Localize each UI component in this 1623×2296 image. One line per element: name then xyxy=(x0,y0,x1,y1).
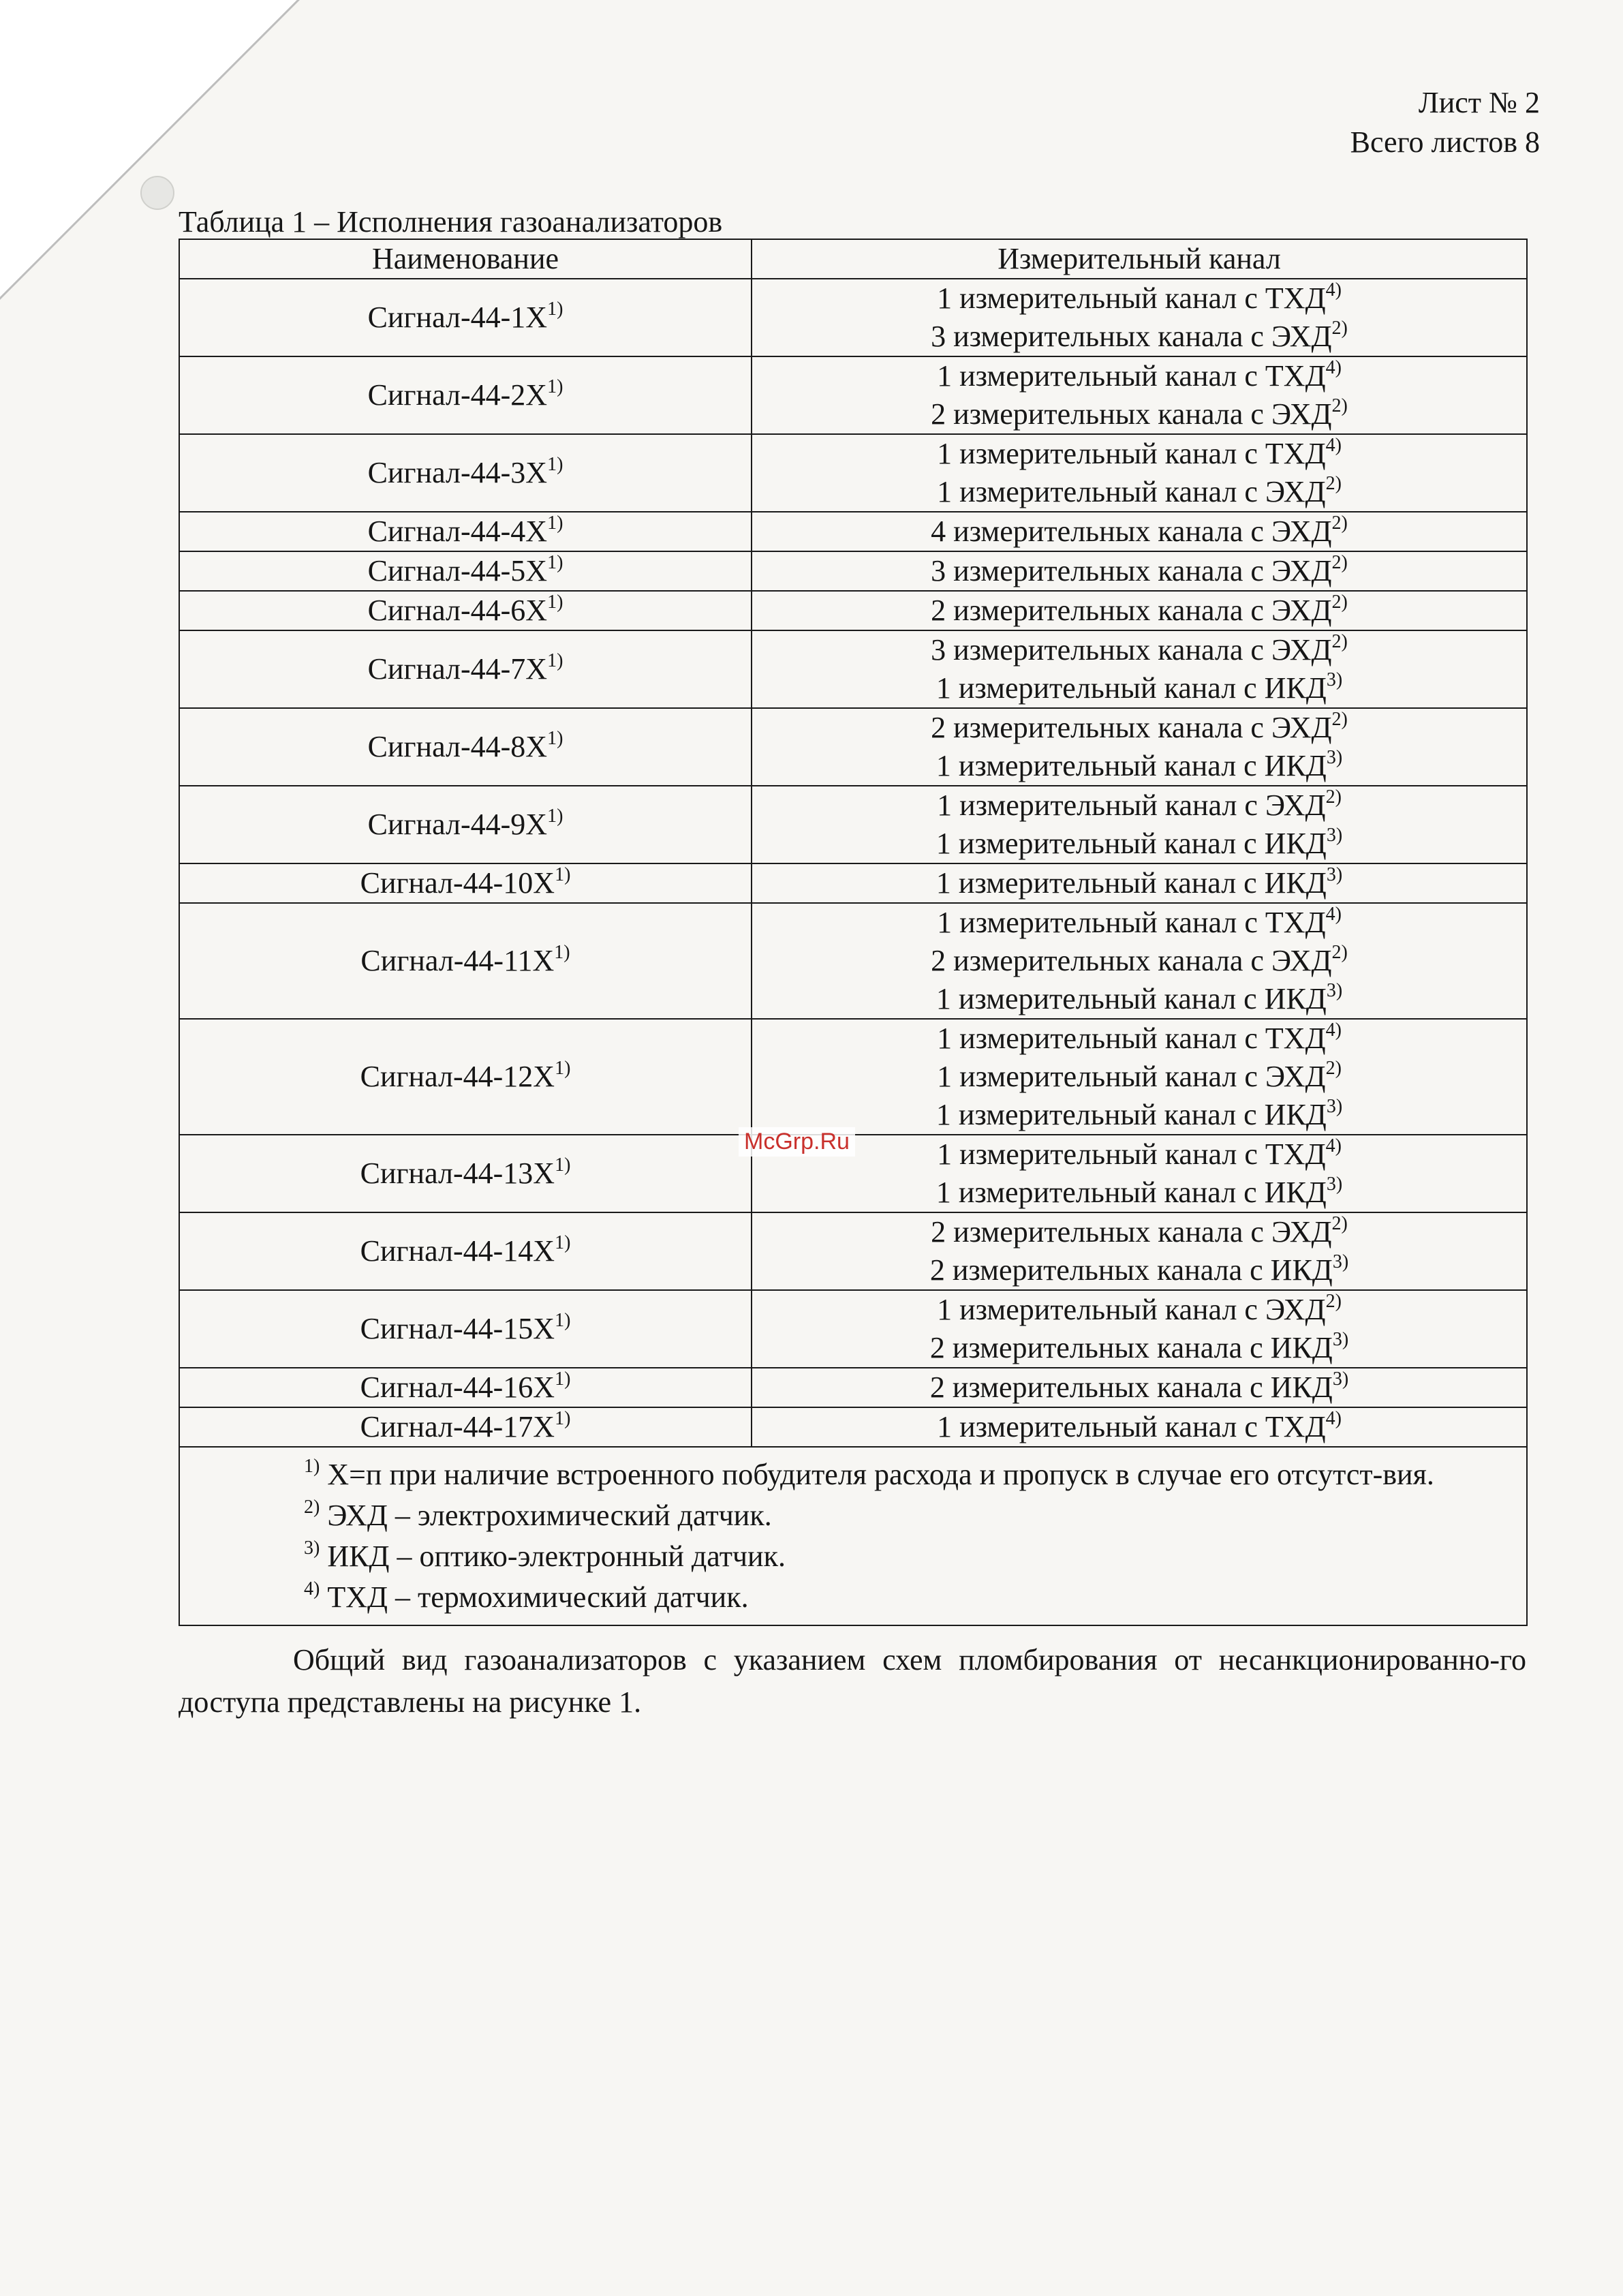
table-row xyxy=(179,630,1527,708)
channel-line xyxy=(759,1329,1519,1367)
channel-text: 1 измерительный канал с ТХД xyxy=(937,281,1326,315)
footnote-ref: 3) xyxy=(1326,669,1343,690)
footnote-ref: 2) xyxy=(1331,318,1348,339)
footnote-ref: 1) xyxy=(547,728,563,749)
model-name-cell xyxy=(179,630,752,708)
footnote-ref: 3) xyxy=(1326,1174,1343,1195)
channels-cell xyxy=(752,279,1527,356)
channels-cell xyxy=(752,1290,1527,1368)
footnote-ref: 4) xyxy=(1325,357,1342,378)
channel-text: 2 измерительных канала с ИКД xyxy=(929,1253,1333,1287)
model-name: Сигнал-44-4Х xyxy=(367,515,548,548)
channel-text: 1 измерительный канал с ТХД xyxy=(937,906,1326,939)
table-row xyxy=(179,1368,1527,1407)
channel-text: 1 измерительный канал с ИКД xyxy=(936,749,1327,782)
channel-text: 2 измерительных канала с ЭХД xyxy=(931,944,1332,977)
footnote-ref: 1) xyxy=(547,806,563,827)
channel-text: 4 измерительных канала с ЭХД xyxy=(931,515,1332,548)
footnote-ref: 1) xyxy=(555,1232,571,1253)
sheet-info xyxy=(1350,83,1540,162)
footnote-ref: 1) xyxy=(547,650,563,671)
header-name: Наименование xyxy=(179,239,752,279)
channel-line xyxy=(759,473,1519,511)
model-name: Сигнал-44-12Х xyxy=(360,1060,555,1093)
footnote-ref: 1) xyxy=(555,1408,571,1429)
footnote-ref: 2) xyxy=(1331,1213,1348,1234)
footnote-ref: 2) xyxy=(1325,1291,1342,1312)
channel-text: 2 измерительных канала с ЭХД xyxy=(931,1215,1332,1249)
table-row xyxy=(179,1212,1527,1290)
table-row xyxy=(179,1290,1527,1368)
footnote-ref: 2) xyxy=(1331,709,1348,730)
table-row xyxy=(179,434,1527,512)
footnote-ref: 2) xyxy=(1331,552,1348,573)
footnote-ref: 4) xyxy=(1325,279,1342,301)
channel-line xyxy=(759,512,1519,551)
channel-text: 1 измерительный канал с ИКД xyxy=(936,1176,1327,1209)
model-name-cell xyxy=(179,1290,752,1368)
footnote-marker: 3) xyxy=(304,1537,320,1559)
figure-reference-paragraph: Общий вид газоанализаторов с указанием схем пломбирования от несанкционированно-го доступа представлены на рисунке 1. xyxy=(179,1643,1526,1719)
model-name-cell xyxy=(179,1368,752,1407)
footnote-ref: 2) xyxy=(1325,786,1342,808)
model-name: Сигнал-44-11Х xyxy=(360,944,555,977)
model-name-cell xyxy=(179,279,752,356)
footnote-ref: 3) xyxy=(1332,1329,1349,1350)
channels-cell xyxy=(752,708,1527,786)
header-channel: Измерительный канал xyxy=(752,239,1527,279)
footnote-ref: 4) xyxy=(1325,904,1342,925)
channels-cell xyxy=(752,630,1527,708)
channel-text: 1 измерительный канал с ЭХД xyxy=(937,789,1326,822)
channel-text: 3 измерительных канала с ЭХД xyxy=(931,320,1332,353)
table-row xyxy=(179,1019,1527,1135)
channel-line xyxy=(759,942,1519,980)
channel-line xyxy=(759,552,1519,590)
channel-line xyxy=(759,357,1519,395)
footnote-ref: 4) xyxy=(1325,435,1342,456)
channels-cell xyxy=(752,512,1527,551)
model-name: Сигнал-44-7Х xyxy=(367,652,548,686)
watermark: McGrp.Ru xyxy=(739,1127,855,1157)
footnote-ref: 3) xyxy=(1332,1251,1349,1272)
channel-line xyxy=(759,435,1519,473)
footnote-ref: 2) xyxy=(1331,942,1348,963)
footnote-ref: 3) xyxy=(1326,1096,1343,1117)
channel-line xyxy=(759,1058,1519,1096)
model-name: Сигнал-44-9Х xyxy=(367,808,548,841)
channels-cell xyxy=(752,1135,1527,1212)
table-row xyxy=(179,591,1527,630)
sheet-total: Всего листов 8 xyxy=(1350,125,1540,159)
model-name-cell xyxy=(179,863,752,903)
model-name-cell xyxy=(179,1135,752,1212)
footnote-ref: 1) xyxy=(547,512,563,534)
footnote xyxy=(189,1495,1517,1536)
model-name: Сигнал-44-8Х xyxy=(367,730,548,763)
staple-hole xyxy=(140,176,174,210)
model-name-cell xyxy=(179,903,752,1019)
channels-cell xyxy=(752,591,1527,630)
footnote-ref: 1) xyxy=(555,864,571,885)
channels-cell xyxy=(752,356,1527,434)
channel-line xyxy=(759,1135,1519,1174)
channel-text: 3 измерительных канала с ЭХД xyxy=(931,554,1332,587)
model-name-cell xyxy=(179,1407,752,1447)
table-caption: Таблица 1 – Исполнения газоанализаторов xyxy=(179,205,723,239)
channel-line xyxy=(759,631,1519,669)
footnote-ref: 1) xyxy=(547,592,563,613)
table-header-row xyxy=(179,239,1527,279)
model-name-cell xyxy=(179,591,752,630)
channel-text: 1 измерительный канал с ЭХД xyxy=(937,475,1326,508)
channel-text: 1 измерительный канал с ИКД xyxy=(936,866,1327,900)
channel-line xyxy=(759,1020,1519,1058)
channels-cell xyxy=(752,863,1527,903)
model-name: Сигнал-44-6Х xyxy=(367,594,548,627)
footnote-ref: 1) xyxy=(554,942,570,963)
channel-line xyxy=(759,709,1519,747)
channel-line xyxy=(759,592,1519,630)
channel-text: 1 измерительный канал с ТХД xyxy=(937,1137,1326,1171)
model-name: Сигнал-44-14Х xyxy=(360,1234,555,1268)
channels-cell xyxy=(752,786,1527,863)
footnote-ref: 2) xyxy=(1325,1058,1342,1079)
model-name-cell xyxy=(179,551,752,591)
channel-line xyxy=(759,747,1519,785)
channel-line xyxy=(759,1251,1519,1289)
footnote-ref: 2) xyxy=(1331,592,1348,613)
channel-text: 2 измерительных канала с ЭХД xyxy=(931,594,1332,627)
footnote xyxy=(189,1577,1517,1618)
channels-cell xyxy=(752,434,1527,512)
channels-cell xyxy=(752,1368,1527,1407)
model-name: Сигнал-44-1Х xyxy=(367,301,548,334)
channel-text: 2 измерительных канала с ИКД xyxy=(929,1331,1333,1364)
table-notes-row xyxy=(179,1447,1527,1625)
table-row xyxy=(179,551,1527,591)
footnote-ref: 1) xyxy=(547,552,563,573)
channel-text: 3 измерительных канала с ЭХД xyxy=(931,633,1332,667)
model-name: Сигнал-44-2Х xyxy=(367,378,548,412)
channel-line xyxy=(759,1291,1519,1329)
channel-line xyxy=(759,1174,1519,1212)
channels-cell xyxy=(752,1212,1527,1290)
model-name-cell xyxy=(179,512,752,551)
channels-cell xyxy=(752,1019,1527,1135)
footnote-text: Х=п при наличие встроенного побудителя расхода и пропуск в случае его отсутст-вия. xyxy=(320,1458,1434,1491)
footnote-text: ТХД – термохимический датчик. xyxy=(320,1580,749,1614)
model-name: Сигнал-44-5Х xyxy=(367,554,548,587)
model-name-cell xyxy=(179,434,752,512)
channel-text: 1 измерительный канал с ИКД xyxy=(936,827,1327,860)
footnote-marker: 4) xyxy=(304,1578,320,1599)
table-row xyxy=(179,356,1527,434)
model-name-cell xyxy=(179,786,752,863)
footnote-ref: 1) xyxy=(555,1154,571,1176)
model-name-cell xyxy=(179,356,752,434)
channel-text: 2 измерительных канала с ИКД xyxy=(929,1371,1333,1404)
footnote-ref: 4) xyxy=(1325,1408,1342,1429)
channel-text: 1 измерительный канал с ИКД xyxy=(936,1098,1327,1131)
footnote-ref: 1) xyxy=(555,1368,571,1390)
footnote xyxy=(189,1536,1517,1577)
channel-text: 1 измерительный канал с ЭХД xyxy=(937,1060,1326,1093)
table-row xyxy=(179,903,1527,1019)
table-row xyxy=(179,786,1527,863)
table-row xyxy=(179,708,1527,786)
footnote-ref: 3) xyxy=(1332,1368,1349,1390)
channel-text: 1 измерительный канал с ТХД xyxy=(937,1022,1326,1055)
channel-line xyxy=(759,904,1519,942)
footnote-ref: 3) xyxy=(1326,825,1343,846)
channel-text: 1 измерительный канал с ТХД xyxy=(937,359,1326,393)
footnote-ref: 1) xyxy=(555,1058,571,1079)
model-name: Сигнал-44-13Х xyxy=(360,1157,555,1190)
channels-cell xyxy=(752,551,1527,591)
model-name-cell xyxy=(179,708,752,786)
channel-line xyxy=(759,1096,1519,1134)
model-name: Сигнал-44-10Х xyxy=(360,866,555,900)
model-name-cell xyxy=(179,1212,752,1290)
footnote-ref: 3) xyxy=(1326,980,1343,1001)
channel-text: 1 измерительный канал с ЭХД xyxy=(937,1293,1326,1326)
footnote-ref: 1) xyxy=(547,299,563,320)
channel-text: 1 измерительный канал с ИКД xyxy=(936,982,1327,1015)
model-name: Сигнал-44-17Х xyxy=(360,1410,555,1443)
channel-text: 1 измерительный канал с ИКД xyxy=(936,671,1327,705)
footnote-ref: 2) xyxy=(1331,631,1348,652)
channel-text: 2 измерительных канала с ЭХД xyxy=(931,397,1332,431)
table-notes xyxy=(179,1447,1527,1625)
model-name: Сигнал-44-15Х xyxy=(360,1312,555,1345)
footnote-ref: 2) xyxy=(1331,512,1348,534)
footnote-marker: 1) xyxy=(304,1456,320,1477)
table-row xyxy=(179,512,1527,551)
footnote-ref: 4) xyxy=(1325,1135,1342,1157)
table-row xyxy=(179,863,1527,903)
channel-line xyxy=(759,980,1519,1018)
channels-cell xyxy=(752,1407,1527,1447)
channel-text: 1 измерительный канал с ТХД xyxy=(937,1410,1326,1443)
footnote-text: ИКД – оптико-электронный датчик. xyxy=(320,1540,786,1573)
channel-line xyxy=(759,825,1519,863)
footnote-ref: 1) xyxy=(547,376,563,397)
model-name-cell xyxy=(179,1019,752,1135)
footnote-ref: 1) xyxy=(547,454,563,475)
channel-text: 1 измерительный канал с ТХД xyxy=(937,437,1326,470)
channel-text: 2 измерительных канала с ЭХД xyxy=(931,711,1332,744)
footnote-ref: 4) xyxy=(1325,1020,1342,1041)
table-row xyxy=(179,1407,1527,1447)
versions-table xyxy=(179,239,1528,1626)
footnote xyxy=(189,1454,1517,1495)
footnote-ref: 2) xyxy=(1325,473,1342,494)
footnote-ref: 3) xyxy=(1326,864,1343,885)
channel-line xyxy=(759,1213,1519,1251)
channel-line xyxy=(759,864,1519,902)
sheet-number: Лист № 2 xyxy=(1418,86,1540,119)
channel-line xyxy=(759,1408,1519,1446)
footnote-text: ЭХД – электрохимический датчик. xyxy=(320,1499,772,1532)
table-row xyxy=(179,279,1527,356)
channel-line xyxy=(759,669,1519,707)
model-name: Сигнал-44-16Х xyxy=(360,1371,555,1404)
footnote-marker: 2) xyxy=(304,1497,320,1518)
channel-line xyxy=(759,279,1519,318)
channel-line xyxy=(759,318,1519,356)
channel-line xyxy=(759,1368,1519,1407)
channels-cell xyxy=(752,903,1527,1019)
channel-line xyxy=(759,786,1519,825)
footnote-ref: 1) xyxy=(555,1310,571,1331)
model-name: Сигнал-44-3Х xyxy=(367,456,548,489)
channel-line xyxy=(759,395,1519,433)
footnote-ref: 2) xyxy=(1331,395,1348,416)
footnote-ref: 3) xyxy=(1326,747,1343,768)
